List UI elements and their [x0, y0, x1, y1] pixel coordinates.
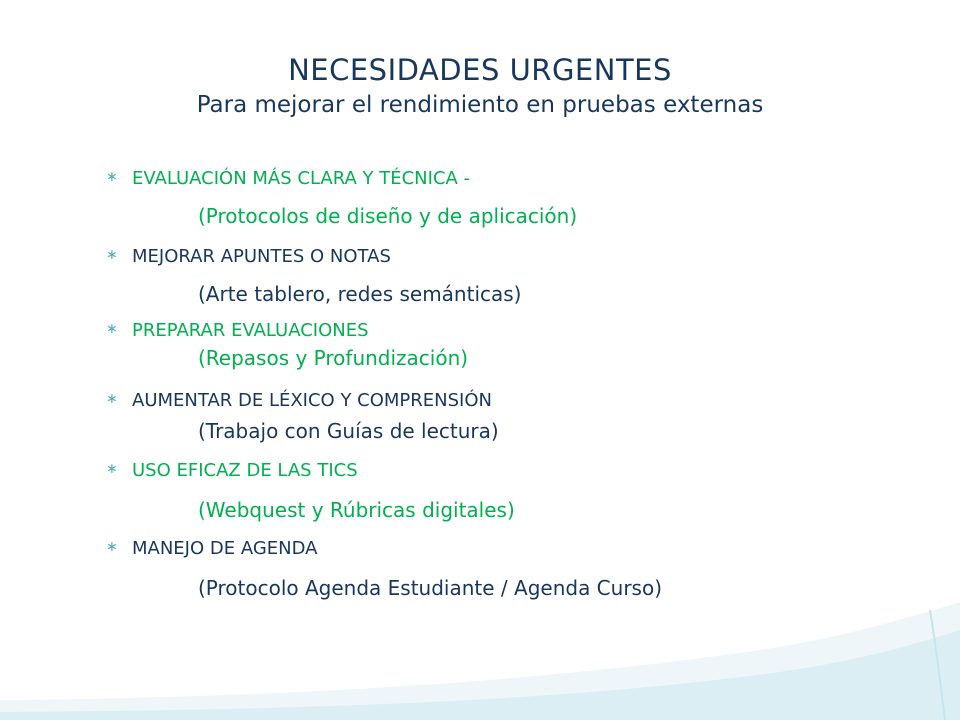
item-heading: PREPARAR EVALUACIONES: [132, 320, 369, 341]
bullet-icon: ∗: [106, 391, 118, 407]
item-detail: (Protocolos de diseño y de aplicación): [198, 204, 578, 228]
bullet-icon: ∗: [106, 539, 118, 555]
item-detail: (Protocolo Agenda Estudiante / Agenda Curso): [198, 576, 663, 600]
item-heading: MANEJO DE AGENDA: [132, 538, 318, 559]
bullet-icon: ∗: [106, 461, 118, 477]
item-detail: (Trabajo con Guías de lectura): [198, 419, 499, 443]
bullet-icon: ∗: [106, 247, 118, 263]
item-heading: AUMENTAR DE LÉXICO Y COMPRENSIÓN: [132, 390, 492, 411]
decorative-wave: [0, 580, 960, 720]
item-detail: (Repasos y Profundización): [198, 346, 469, 370]
item-detail: (Webquest y Rúbricas digitales): [198, 498, 515, 522]
item-detail: (Arte tablero, redes semánticas): [198, 282, 522, 306]
item-heading: EVALUACIÓN MÁS CLARA Y TÉCNICA -: [132, 168, 471, 189]
bullet-icon: ∗: [106, 169, 118, 185]
item-heading: USO EFICAZ DE LAS TICS: [132, 460, 358, 481]
slide-title: NECESIDADES URGENTES: [288, 53, 672, 87]
slide-subtitle: Para mejorar el rendimiento en pruebas externas: [196, 92, 764, 118]
item-heading: MEJORAR APUNTES O NOTAS: [132, 246, 391, 267]
bullet-icon: ∗: [106, 321, 118, 337]
